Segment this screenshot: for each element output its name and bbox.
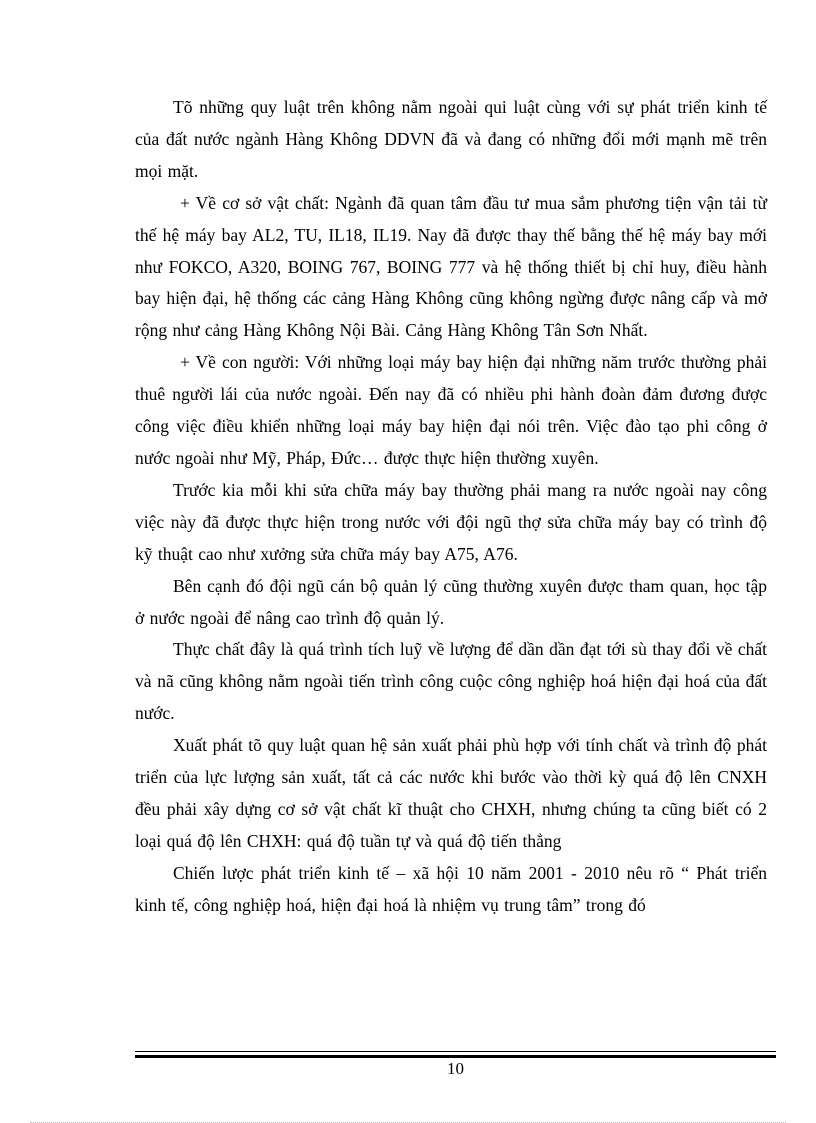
- paragraph-transition: Xuất phát tõ quy luật quan hệ sản xuất phải phù hợp với tính chất và trình độ phát triển của lực lượng sản xuất, tất cả các nước khi bước vào thời kỳ quá độ lên CNXH đều phải xây dựng cơ sở vật chất kĩ thuật cho CHXH, nhưng chúng ta cũng biết có 2 loại quá độ lên CHXH: quá độ tuần tự và quá độ tiến thẳng: [135, 735, 767, 851]
- paragraph-management: Bên cạnh đó đội ngũ cán bộ quản lý cũng thường xuyên được tham quan, học tập ở nước ngoài để nâng cao trình độ quản lý.: [135, 575, 767, 628]
- page-number: 10: [447, 1059, 464, 1078]
- paragraph-strategy: Chiến lược phát triển kinh tế – xã hội 10 năm 2001 - 2010 nêu rõ “ Phát triển kinh tế, công nghiệp hoá, hiện đại hoá là nhiệm vụ trung tâm” trong đó: [135, 862, 767, 915]
- paragraph-people: + Về con người: Với những loại máy bay hiện đại những năm trước thường phải thuê người lái của nước ngoài. Đến nay đã có nhiều phi hành đoàn đảm đương được công việc điều khiển những loại máy bay hiện đại nói trên. Việc đào tạo phi công ở nước ngoài như Mỹ, Pháp, Đức… được thực hiện thường xuyên.: [135, 352, 767, 468]
- paragraph-intro: Tõ những quy luật trên không nằm ngoài qui luật cùng với sự phát triển kinh tế của đất nước ngành Hàng Không DDVN đã và đang có những đổi mới mạnh mẽ trên mọi mặt.: [135, 97, 767, 181]
- paragraph-accumulation: Thực chất đây là quá trình tích luỹ về lượng để dần dần đạt tới sù thay đổi về chất và nã cũng không nằm ngoài tiến trình công cuộc công nghiệp hoá hiện đại hoá của đất nước.: [135, 639, 767, 724]
- paragraph-facilities: + Về cơ sở vật chất: Ngành đã quan tâm đầu tư mua sắm phương tiện vận tải từ thế hệ máy bay AL2, TU, IL18, IL19. Nay đã được thay thế bằng thế hệ máy bay mới như FOKCO, A320, BOING 767, BOING 777 và hệ thống thiết bị chỉ huy, điều hành bay hiện đại, hệ thống các cảng Hàng Không cũng không ngừng được nâng cấp và mở rộng như cảng Hàng Không Nội Bài. Cảng Hàng Không Tân Sơn Nhất.: [135, 192, 767, 341]
- paragraph-repair: Trước kia mỗi khi sửa chữa máy bay thường phải mang ra nước ngoài nay công việc này đã được thực hiện trong nước với đội ngũ thợ sửa chữa máy bay có trình độ kỹ thuật cao như xưởng sửa chữa máy bay A75, A76.: [135, 479, 767, 564]
- footer-rule-thin: [135, 1051, 776, 1052]
- document-body: [135, 92, 767, 922]
